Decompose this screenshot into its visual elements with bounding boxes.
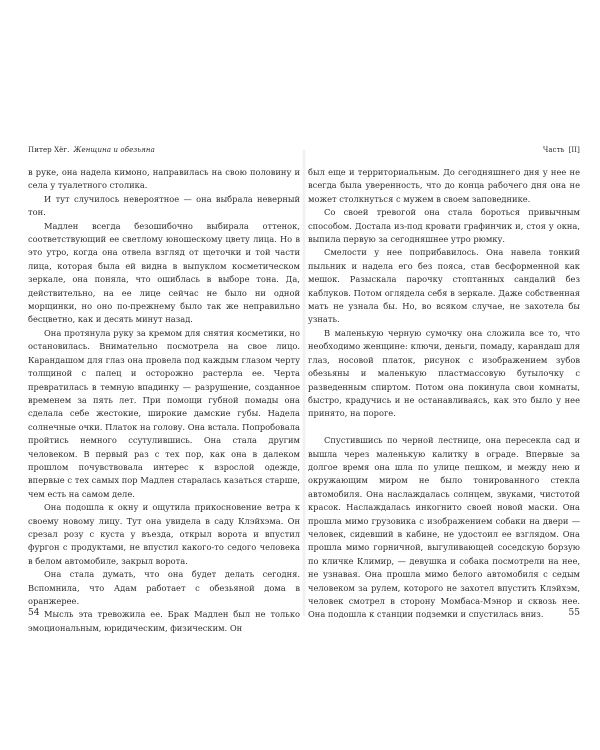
header-part-number: [II] [568, 146, 580, 154]
paragraph: в руке, она надела кимоно, направилась на свою половину и села у туалетного столика. [28, 167, 300, 191]
left-page [28, 146, 300, 633]
page-number-right: 55 [568, 608, 580, 618]
header-part [543, 146, 580, 154]
paragraph: Мысль эта тревожила ее. Брак Мадлен был не только эмоциональным, юридическим, физическим. Он [28, 609, 300, 633]
page-number-left: 54 [28, 608, 40, 618]
paragraph: Со своей тревогой она стала бороться привычным способом. Достала из-под кровати графинчик и, стоя у окна, выпила первую за сегодняшнее утро рюмку. [308, 207, 580, 245]
running-header-left [28, 146, 300, 158]
right-page [308, 146, 580, 618]
book-spread [28, 146, 580, 633]
header-author: Питер Хёг. [28, 146, 70, 154]
paragraph: И тут случилось невероятное — она выбрала неверный тон. [28, 193, 300, 218]
paragraph: Она протянула руку за кремом для снятия косметики, но остановилась. Внимательно посмотрела на свое лицо. Карандашом для глаз она провела под каждым глазом черту толщиной с палец и осторожно растерла ее. Черта превратилась в темную впадинку — разрушение, созданное временем за пять лет. При помощи губной помады она сделала себе жестокие, широкие дамские губы. Надела солнечные очки. Платок на голову. Она встала. Попробовала пройтись немного ссутулившись. Она стала другим человеком. В первый раз с тех пор, как она в далеком прошлом почувствовала интерес к взрослой одежде, впервые с тех самых пор Мадлен старалась казаться старше, чем есть на самом деле. [28, 327, 300, 499]
paragraph: Она подошла к окну и ощутила прикосновение ветра к своему новому лицу. Тут она увидела в саду Клэйхэма. Он срезал розу с куста у въезда, открыл ворота и впустил фургон с продуктами, не впустил какого-то седого человека в белом автомобиле, закрыл ворота. [28, 502, 300, 566]
paragraph: Она стала думать, что она будет делать сегодня. Вспомнила, что Адам работает с обезьяной дома в оранжерее. [28, 569, 300, 606]
paragraph: Спустившись по черной лестнице, она пересекла сад и вышла через маленькую калитку в ограде. Впервые за долгое время она шла по улице пешком, и между нею и окружающим миром не было тонированного стекла автомобиля. Она наслаждалась солнцем, звуками, чистотой красок. Наслаждалась инкогнито своей новой маски. Она прошла мимо грузовика с изображением собаки на двери — человек, сидевший в кабине, не удостоил ее взглядом. Она прошла мимо горничной, выгуливающей соседскую борзую по кличке Климир, — девушка и собака посмотрели на нее, не узнавая. Она прошла мимо белого автомобиля с седым человеком за рулем, которого не захотел впустить Клэйхэм, человек смотрел в сторону Момбаса-Мэнор и сквозь нее. Она подошла к станции подземки и спустилась вниз. [308, 435, 580, 620]
paragraph: Смелости у нее поприбавилось. Она навела тонкий пыльник и надела его без пояса, став бесформенной как мешок. Разыскала парочку стоптанных сандалий без каблуков. Потом оглядела себя в зеркале. Даже собственная мать не узнала бы. Но, во всяком случае, не захотела бы узнать. [308, 247, 580, 325]
paragraph: был еще и территориальным. До сегодняшнего дня у нее не всегда была уверенность, что до конца рабочего дня она не может столкнуться с мужем в своем заповеднике. [308, 167, 580, 204]
paragraph: В маленькую черную сумочку она сложила все то, что необходимо женщине: ключи, деньги, помаду, карандаш для глаз, носовой платок, рисунок с изображением зубов обезьяны и маленькую пластмассовую бутылочку с разведенным спиртом. Потом она покинула свои комнаты, быстро, крадучись и не останавливаясь, как это было у нее принято, на пороге. [308, 327, 580, 419]
running-header-right [308, 146, 580, 158]
paragraph: Мадлен всегда безошибочно выбирала оттенок, соответствующий ее светлому юношескому цвету лица. Но в это утро, когда она отвела взгляд от щеточки и той части лица, которая была ей видна в выпуклом косметическом зеркале, она поняла, что ошиблась в выборе тона. Да, действительно, на ее лице сейчас не было ни одной морщинки, но оно по-прежнему было так же неправильно бесцветно, как и десять минут назад. [28, 220, 300, 325]
book-gutter [302, 150, 306, 616]
header-part-label: Часть [542, 146, 565, 154]
header-book-title: Женщина и обезьяна [73, 146, 155, 154]
